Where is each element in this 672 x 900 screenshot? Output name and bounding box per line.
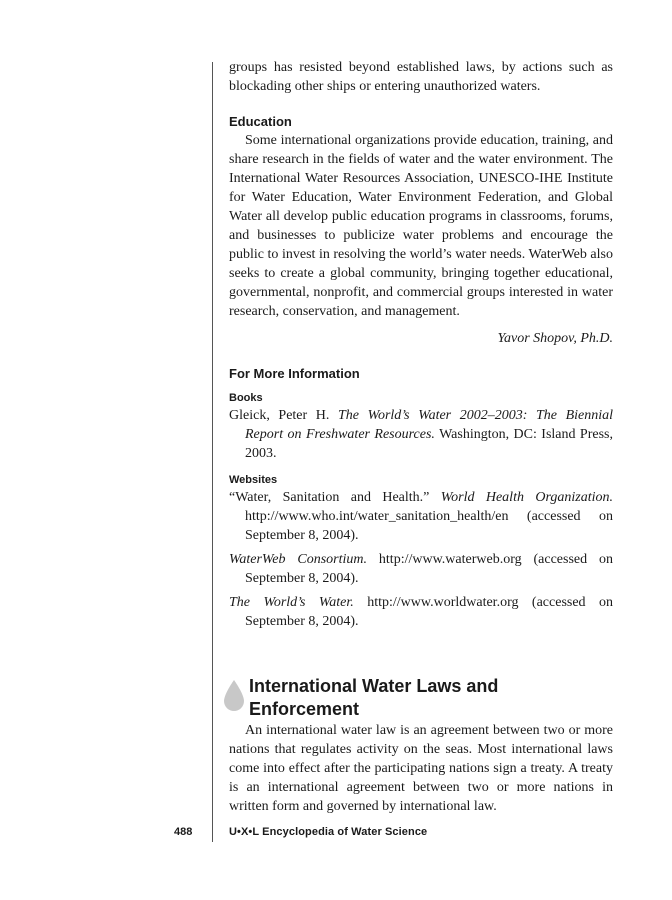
article-title-line-2: Enforcement [249,699,360,719]
page-content [229,58,613,816]
margin-rule [212,62,213,842]
website-title: World Health Organization. [440,490,613,505]
intro-paragraph: groups has resisted beyond established laws, by actions such as blockading other ships or entering unauthorized waters. [229,60,613,94]
book-publication: Washington, DC: Island Press, 2003. [245,427,613,461]
author-signature: Yavor Shopov, Ph.D. [497,331,613,346]
website-url: http://www.who.int/water_sanitation_health/en (accessed on September 8, 2004). [245,509,613,543]
website-lead: “Water, Sanitation and Health.” [229,490,441,505]
website-url: http://www.waterweb.org (accessed on September 8, 2004). [245,552,613,586]
page-number: 488 [174,826,193,838]
website-title: WaterWeb Consortium. [229,552,368,567]
article-title-line-1: International Water Laws and [249,676,499,696]
books-heading: Books [229,392,263,404]
article-title [229,675,613,721]
article-heading-block [229,675,613,721]
website-reference-waterweb [229,550,613,588]
water-drop-icon [221,679,247,713]
education-paragraph: Some international organizations provide education, training, and share research in the fields of water and the water environment. The International Water Resources Association, UNESCO-IHE Institute for Water Education, Water Environment Federation, and Global Water all develop public education programs in classrooms, forums, and businesses to publicize water problems and encourage the public to invest in resolving the world’s water needs. WaterWeb also seeks to create a global community, bringing together educational, governmental, nonprofit, and commercial groups interested in water research, conservation, and management. [229,133,613,319]
website-title: The World’s Water. [229,595,354,610]
website-reference-who [229,488,613,545]
education-heading: Education [229,114,292,129]
book-author: Gleick, Peter H. [229,408,338,423]
website-reference-worldwater [229,593,613,631]
book-title: The World’s Water 2002–2003: The Biennial Report on Freshwater Resources. [245,408,613,442]
footer-book-title: U•X•L Encyclopedia of Water Science [229,826,428,838]
article-paragraph: An international water law is an agreement between two or more nations that regulates activity on the seas. Most international laws come into effect after the participating nations sign a treaty. A treaty is an international agreement between two or more nations in written form and governed by international law. [229,723,613,814]
book-reference [229,406,613,463]
more-info-heading: For More Information [229,366,360,381]
website-url: http://www.worldwater.org (accessed on September 8, 2004). [245,595,613,629]
websites-heading: Websites [229,474,278,486]
